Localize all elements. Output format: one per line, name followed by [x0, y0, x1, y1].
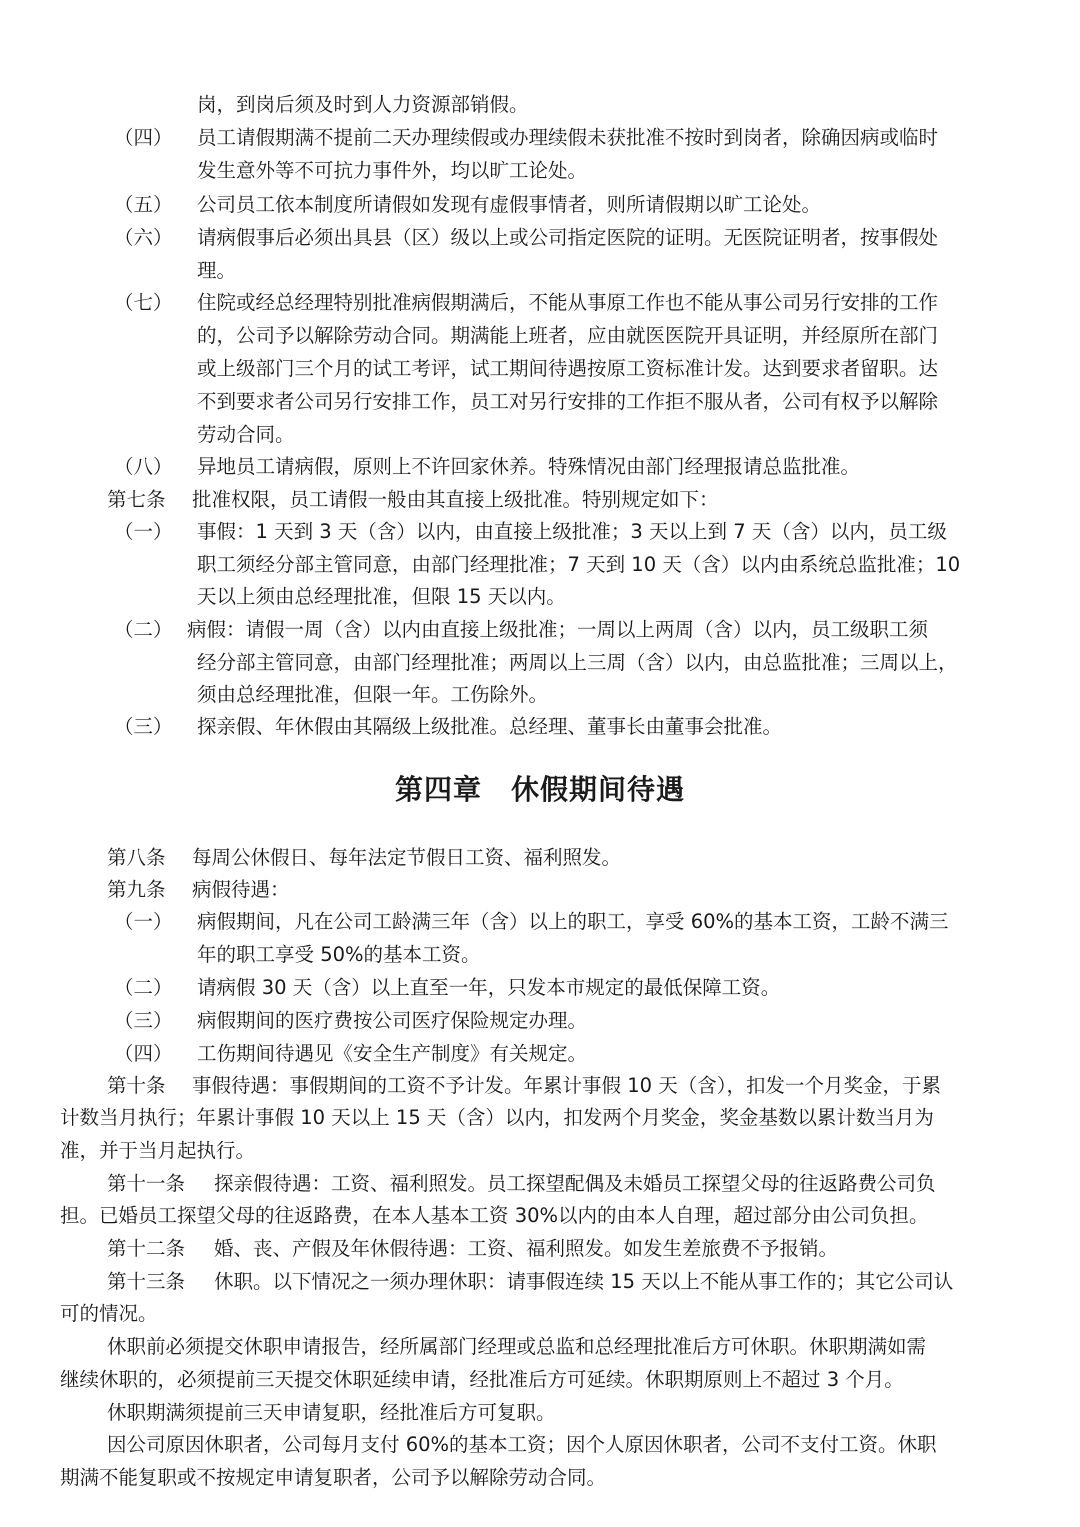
- item-text: 发生意外等不可抗力事件外，均以旷工论处。: [197, 159, 588, 182]
- paragraph-line: 休职前必须提交休职申请报告，经所属部门经理或总监和总经理批准后方可休职。休职期满如需: [107, 1335, 927, 1358]
- item-text: 不到要求者公司另行安排工作，员工对另行安排的工作拒不服从者，公司有权予以解除: [197, 390, 939, 413]
- article-label: 第九条: [107, 878, 166, 901]
- item-text: 病假期间的医疗费按公司医疗保险规定办理。: [197, 1009, 588, 1032]
- item-text: 病假期间，凡在公司工龄满三年（含）以上的职工，享受 60%的基本工资，工龄不满三: [197, 910, 949, 933]
- article-text: 婚、丧、产假及年休假待遇：工资、福利照发。如发生差旅费不予报销。: [214, 1237, 839, 1260]
- article-label: 第十二条: [107, 1237, 186, 1260]
- item-text: 年的职工享受 50%的基本工资。: [197, 943, 481, 966]
- item-marker: （一）: [114, 520, 173, 543]
- item-marker: （四）: [114, 1042, 173, 1065]
- item-text: 探亲假、年休假由其隔级上级批准。总经理、董事长由董事会批准。: [197, 715, 783, 738]
- item-text: 异地员工请病假，原则上不许回家休养。特殊情况由部门经理报请总监批准。: [197, 455, 861, 478]
- item-marker: （七）: [114, 291, 173, 314]
- item-text: 须由总经理批准，但限一年。工伤除外。: [197, 683, 549, 706]
- article-label: 第七条: [107, 488, 166, 511]
- article-label: 第十条: [107, 1074, 166, 1097]
- article-text: 探亲假待遇：工资、福利照发。员工探望配偶及未婚员工探望父母的往返路费公司负: [214, 1172, 936, 1195]
- article-text: 休职。以下情况之一须办理休职：请事假连续 15 天以上不能从事工作的；其它公司认: [214, 1270, 954, 1293]
- item-text: 病假：请假一周（含）以内由直接上级批准；一周以上两周（含）以内，员工级职工须: [187, 618, 929, 641]
- item-marker: （二）: [114, 618, 173, 641]
- item-marker: （三）: [114, 715, 173, 738]
- item-marker: （五）: [114, 193, 173, 216]
- item-text: 或上级部门三个月的试工考评，试工期间待遇按原工资标准计发。达到要求者留职。达: [197, 357, 939, 380]
- item-marker: （三）: [114, 1009, 173, 1032]
- paragraph-line: 因公司原因休职者，公司每月支付 60%的基本工资；因个人原因休职者，公司不支付工资。休职: [107, 1433, 937, 1456]
- item-text: 请病假事后必须出具县（区）级以上或公司指定医院的证明。无医院证明者，按事假处: [197, 226, 939, 249]
- item-marker: （四）: [114, 126, 173, 149]
- item-text: 经分部主管同意，由部门经理批准；两周以上三周（含）以内，由总监批准；三周以上，: [197, 651, 958, 674]
- article-text: 批准权限，员工请假一般由其直接上级批准。特别规定如下：: [192, 488, 719, 511]
- article-text: 担。已婚员工探望父母的往返路费，在本人基本工资 30%以内的由本人自理，超过部分由公司负担。: [60, 1204, 929, 1227]
- article-text: 每周公休假日、每年法定节假日工资、福利照发。: [192, 846, 622, 869]
- item-text: 职工须经分部主管同意，由部门经理批准；7 天到 10 天（含）以内由系统总监批准；10: [197, 553, 961, 576]
- item-text: 请病假 30 天（含）以上直至一年，只发本市规定的最低保障工资。: [197, 976, 781, 999]
- item-marker: （八）: [114, 455, 173, 478]
- item-marker: （一）: [114, 910, 173, 933]
- continuation-line: 岗，到岗后须及时到人力资源部销假。: [197, 93, 529, 116]
- chapter-title: 第四章 休假期间待遇: [394, 773, 685, 806]
- paragraph-line: 休职期满须提前三天申请复职，经批准后方可复职。: [107, 1401, 556, 1424]
- item-text: 公司员工依本制度所请假如发现有虚假事情者，则所请假期以旷工论处。: [197, 193, 822, 216]
- item-text: 住院或经总经理特别批准病假期满后，不能从事原工作也不能从事公司另行安排的工作: [197, 291, 939, 314]
- paragraph-line: 期满不能复职或不按规定申请复职者，公司予以解除劳动合同。: [60, 1466, 607, 1489]
- item-text: 员工请假期满不提前二天办理续假或办理续假未获批准不按时到岗者，除确因病或临时: [197, 126, 939, 149]
- item-text: 天以上须由总经理批准，但限 15 天以内。: [197, 585, 566, 608]
- article-text: 病假待遇：: [192, 878, 290, 901]
- item-text: 事假：1 天到 3 天（含）以内，由直接上级批准；3 天以上到 7 天（含）以内，员工级: [197, 520, 947, 543]
- article-text: 计数当月执行；年累计事假 10 天以上 15 天（含）以内，扣发两个月奖金，奖金基数以累计数当月为: [60, 1106, 934, 1129]
- paragraph-line: 继续休职的，必须提前三天提交休职延续申请，经批准后方可延续。休职期原则上不超过 3 个月。: [60, 1368, 904, 1391]
- item-marker: （二）: [114, 976, 173, 999]
- item-text: 劳动合同。: [197, 423, 295, 446]
- article-text: 准，并于当月起执行。: [60, 1139, 256, 1162]
- article-text: 可的情况。: [60, 1302, 158, 1325]
- item-text: 工伤期间待遇见《安全生产制度》有关规定。: [197, 1042, 588, 1065]
- article-text: 事假待遇：事假期间的工资不予计发。年累计事假 10 天（含），扣发一个月奖金，于累: [192, 1074, 941, 1097]
- article-label: 第十三条: [107, 1270, 186, 1293]
- article-label: 第八条: [107, 846, 166, 869]
- item-text: 理。: [197, 259, 237, 282]
- article-label: 第十一条: [107, 1172, 186, 1195]
- item-marker: （六）: [114, 226, 173, 249]
- item-text: 的，公司予以解除劳动合同。期满能上班者，应由就医医院开具证明，并经原所在部门: [197, 324, 939, 347]
